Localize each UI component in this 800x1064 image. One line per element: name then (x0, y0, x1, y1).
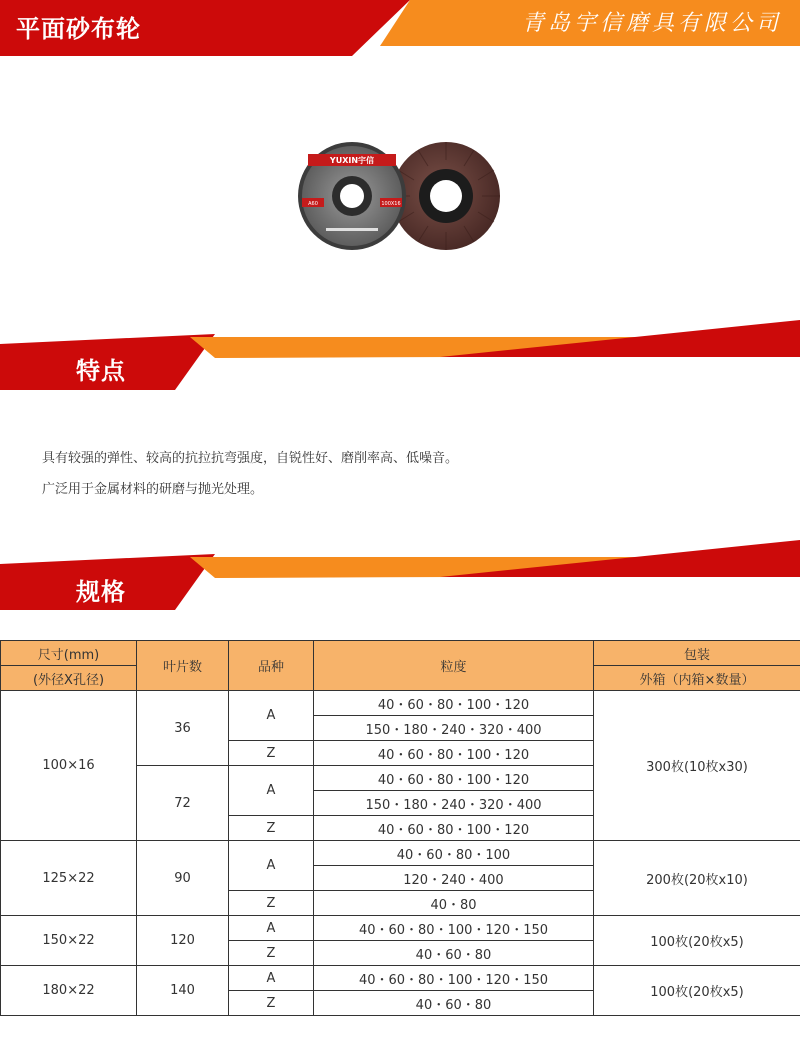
cell-variety: A (229, 966, 314, 991)
cell-variety: Z (229, 741, 314, 766)
cell-grit: 40・60・80・100 (314, 841, 594, 866)
company-name: 青岛宇信磨具有限公司 (521, 11, 782, 36)
cell-pack: 300枚(10枚x30) (594, 691, 800, 841)
cell-blades: 120 (137, 916, 229, 966)
cell-pack: 100枚(20枚x5) (594, 916, 800, 966)
cell-grit: 40・60・80 (314, 941, 594, 966)
features-title: 特点 (76, 357, 126, 385)
header-pack-sub: 外箱（内箱×数量） (594, 666, 800, 691)
cell-grit: 40・60・80・100・120 (314, 691, 594, 716)
table-header-row (1, 641, 800, 666)
cell-blades: 90 (137, 841, 229, 916)
cell-grit: 150・180・240・320・400 (314, 716, 594, 741)
cell-grit: 40・60・80 (314, 991, 594, 1016)
cell-pack: 200枚(20枚x10) (594, 841, 800, 916)
cell-variety: Z (229, 991, 314, 1016)
header-size: 尺寸(mm) (1, 641, 137, 666)
disc-grit-label: A60 (308, 201, 318, 207)
cell-grit: 40・60・80・100・120・150 (314, 916, 594, 941)
header-variety: 品种 (229, 641, 314, 691)
feature-line: 广泛用于金属材料的研磨与抛光处理。 (42, 482, 264, 497)
product-image (296, 140, 508, 252)
cell-grit: 40・60・80・100・120 (314, 741, 594, 766)
cell-grit: 40・60・80・100・120 (314, 816, 594, 841)
cell-size: 150×22 (1, 916, 137, 966)
cell-size: 100×16 (1, 691, 137, 841)
cell-variety: A (229, 766, 314, 816)
table-row (1, 966, 800, 991)
cell-variety: Z (229, 816, 314, 841)
cell-variety: Z (229, 941, 314, 966)
cell-grit: 40・80 (314, 891, 594, 916)
cell-pack: 100枚(20枚x5) (594, 966, 800, 1016)
spec-table (0, 640, 800, 1016)
cell-variety: Z (229, 891, 314, 916)
table-row (1, 916, 800, 941)
header-pack: 包装 (594, 641, 800, 666)
cell-blades: 72 (137, 766, 229, 841)
disc-size-label: 100X16 (381, 201, 401, 207)
table-row (1, 841, 800, 866)
spec-title: 规格 (76, 578, 126, 606)
header-size-sub: (外径X孔径) (1, 666, 137, 691)
cell-variety: A (229, 841, 314, 891)
cell-variety: A (229, 691, 314, 741)
cell-blades: 36 (137, 691, 229, 766)
cell-grit: 120・240・400 (314, 866, 594, 891)
cell-grit: 40・60・80・100・120 (314, 766, 594, 791)
disc-brand-label: YUXIN宇信 (329, 156, 375, 165)
cell-variety: A (229, 916, 314, 941)
header-grit: 粒度 (314, 641, 594, 691)
cell-grit: 150・180・240・320・400 (314, 791, 594, 816)
header-blades: 叶片数 (137, 641, 229, 691)
cell-grit: 40・60・80・100・120・150 (314, 966, 594, 991)
table-row (1, 691, 800, 716)
cell-size: 180×22 (1, 966, 137, 1016)
feature-line: 具有较强的弹性、较高的抗拉抗弯强度，自锐性好、磨削率高、低噪音。 (42, 451, 459, 466)
page-title: 平面砂布轮 (16, 15, 141, 43)
cell-blades: 140 (137, 966, 229, 1016)
cell-size: 125×22 (1, 841, 137, 916)
